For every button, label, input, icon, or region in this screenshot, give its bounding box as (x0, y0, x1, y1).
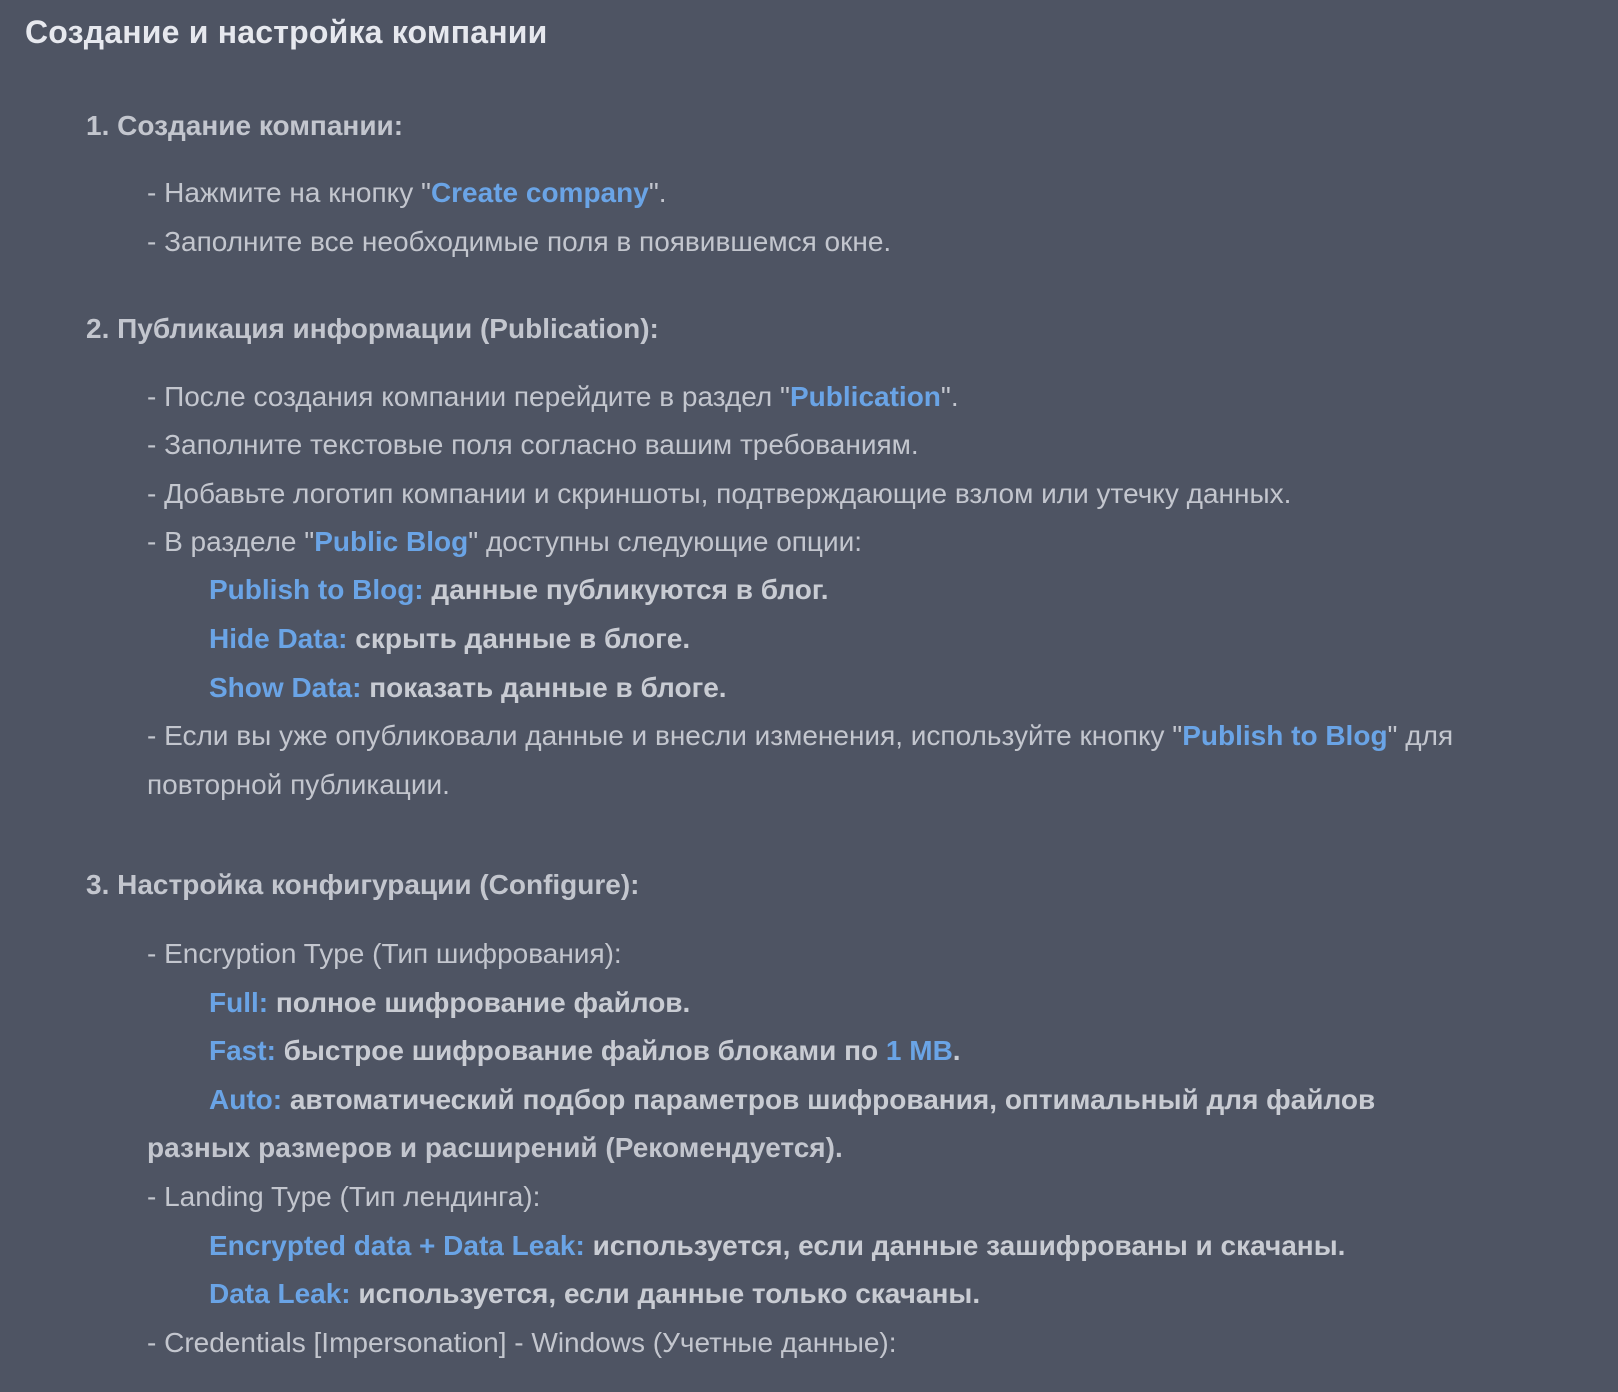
publish-to-blog-label: Publish to Blog: (209, 574, 424, 605)
step-public-blog-options (147, 526, 862, 558)
show-data-label: Show Data: (209, 672, 362, 703)
section-heading-create-company: 1. Создание компании: (86, 110, 404, 141)
step-republish-continued: повторной публикации. (147, 769, 450, 800)
option-description: автоматический подбор параметров шифрования, оптимальный для файлов (282, 1084, 1376, 1115)
section-heading-publication: 2. Публикация информации (Publication): (86, 313, 659, 344)
public-blog-highlight: Public Blog (314, 526, 469, 557)
create-company-highlight: Create company (430, 177, 649, 208)
line-text: . (952, 1035, 961, 1066)
credentials-heading: - Credentials [Impersonation] - Windows (Учетные данные): (147, 1327, 897, 1358)
page-title: Создание и настройка компании (25, 14, 548, 50)
step-fill-fields: - Заполните все необходимые поля в появившемся окне. (147, 226, 892, 257)
encrypted-data-leak-label: Encrypted data + Data Leak: (209, 1230, 585, 1261)
option-description: показать данные в блоге. (361, 672, 727, 703)
encryption-type-heading: - Encryption Type (Тип шифрования): (147, 938, 622, 969)
step-add-logo: - Добавьте логотип компании и скриншоты, подтверждающие взлом или утечку данных. (147, 478, 1292, 509)
landing-type-heading: - Landing Type (Тип лендинга): (147, 1181, 541, 1212)
landing-option-encrypted-leak (209, 1230, 1345, 1262)
option-publish-to-blog (209, 574, 829, 606)
section-heading-configure: 3. Настройка конфигурации (Configure): (86, 869, 640, 900)
option-hide-data (209, 623, 690, 655)
block-size-highlight: 1 MB (885, 1035, 953, 1066)
full-label: Full: (209, 987, 269, 1018)
hide-data-label: Hide Data: (209, 623, 348, 654)
line-text: - После создания компании перейдите в раздел " (147, 381, 790, 412)
step-go-to-publication (147, 381, 959, 413)
data-leak-label: Data Leak: (209, 1278, 351, 1309)
line-text: - В разделе " (147, 526, 315, 557)
line-text: ". (648, 177, 667, 208)
option-description: используется, если данные зашифрованы и скачаны. (584, 1230, 1346, 1261)
line-text: - Нажмите на кнопку " (147, 177, 431, 208)
publication-highlight: Publication (790, 381, 941, 412)
option-description: используется, если данные только скачаны. (350, 1278, 981, 1309)
fast-label: Fast: (209, 1035, 276, 1066)
option-show-data (209, 672, 727, 704)
line-text: " доступны следующие опции: (468, 526, 863, 557)
publish-to-blog-highlight: Publish to Blog (1182, 720, 1388, 751)
option-description: данные публикуются в блог. (423, 574, 829, 605)
encryption-option-full (209, 987, 690, 1019)
encryption-option-auto (209, 1084, 1375, 1116)
encryption-option-fast (209, 1035, 961, 1067)
landing-option-data-leak (209, 1278, 980, 1310)
option-description: скрыть данные в блоге. (347, 623, 691, 654)
auto-label: Auto: (209, 1084, 283, 1115)
encryption-option-auto-continued: разных размеров и расширений (Рекомендуется). (147, 1132, 843, 1163)
step-click-create-company (147, 177, 667, 209)
step-republish (147, 720, 1453, 752)
line-text: ". (940, 381, 959, 412)
line-text: " для (1387, 720, 1454, 751)
option-description: быстрое шифрование файлов блоками по (275, 1035, 886, 1066)
line-text: - Если вы уже опубликовали данные и внесли изменения, используйте кнопку " (147, 720, 1183, 751)
option-description: полное шифрование файлов. (268, 987, 691, 1018)
step-fill-text-fields: - Заполните текстовые поля согласно вашим требованиям. (147, 429, 919, 460)
